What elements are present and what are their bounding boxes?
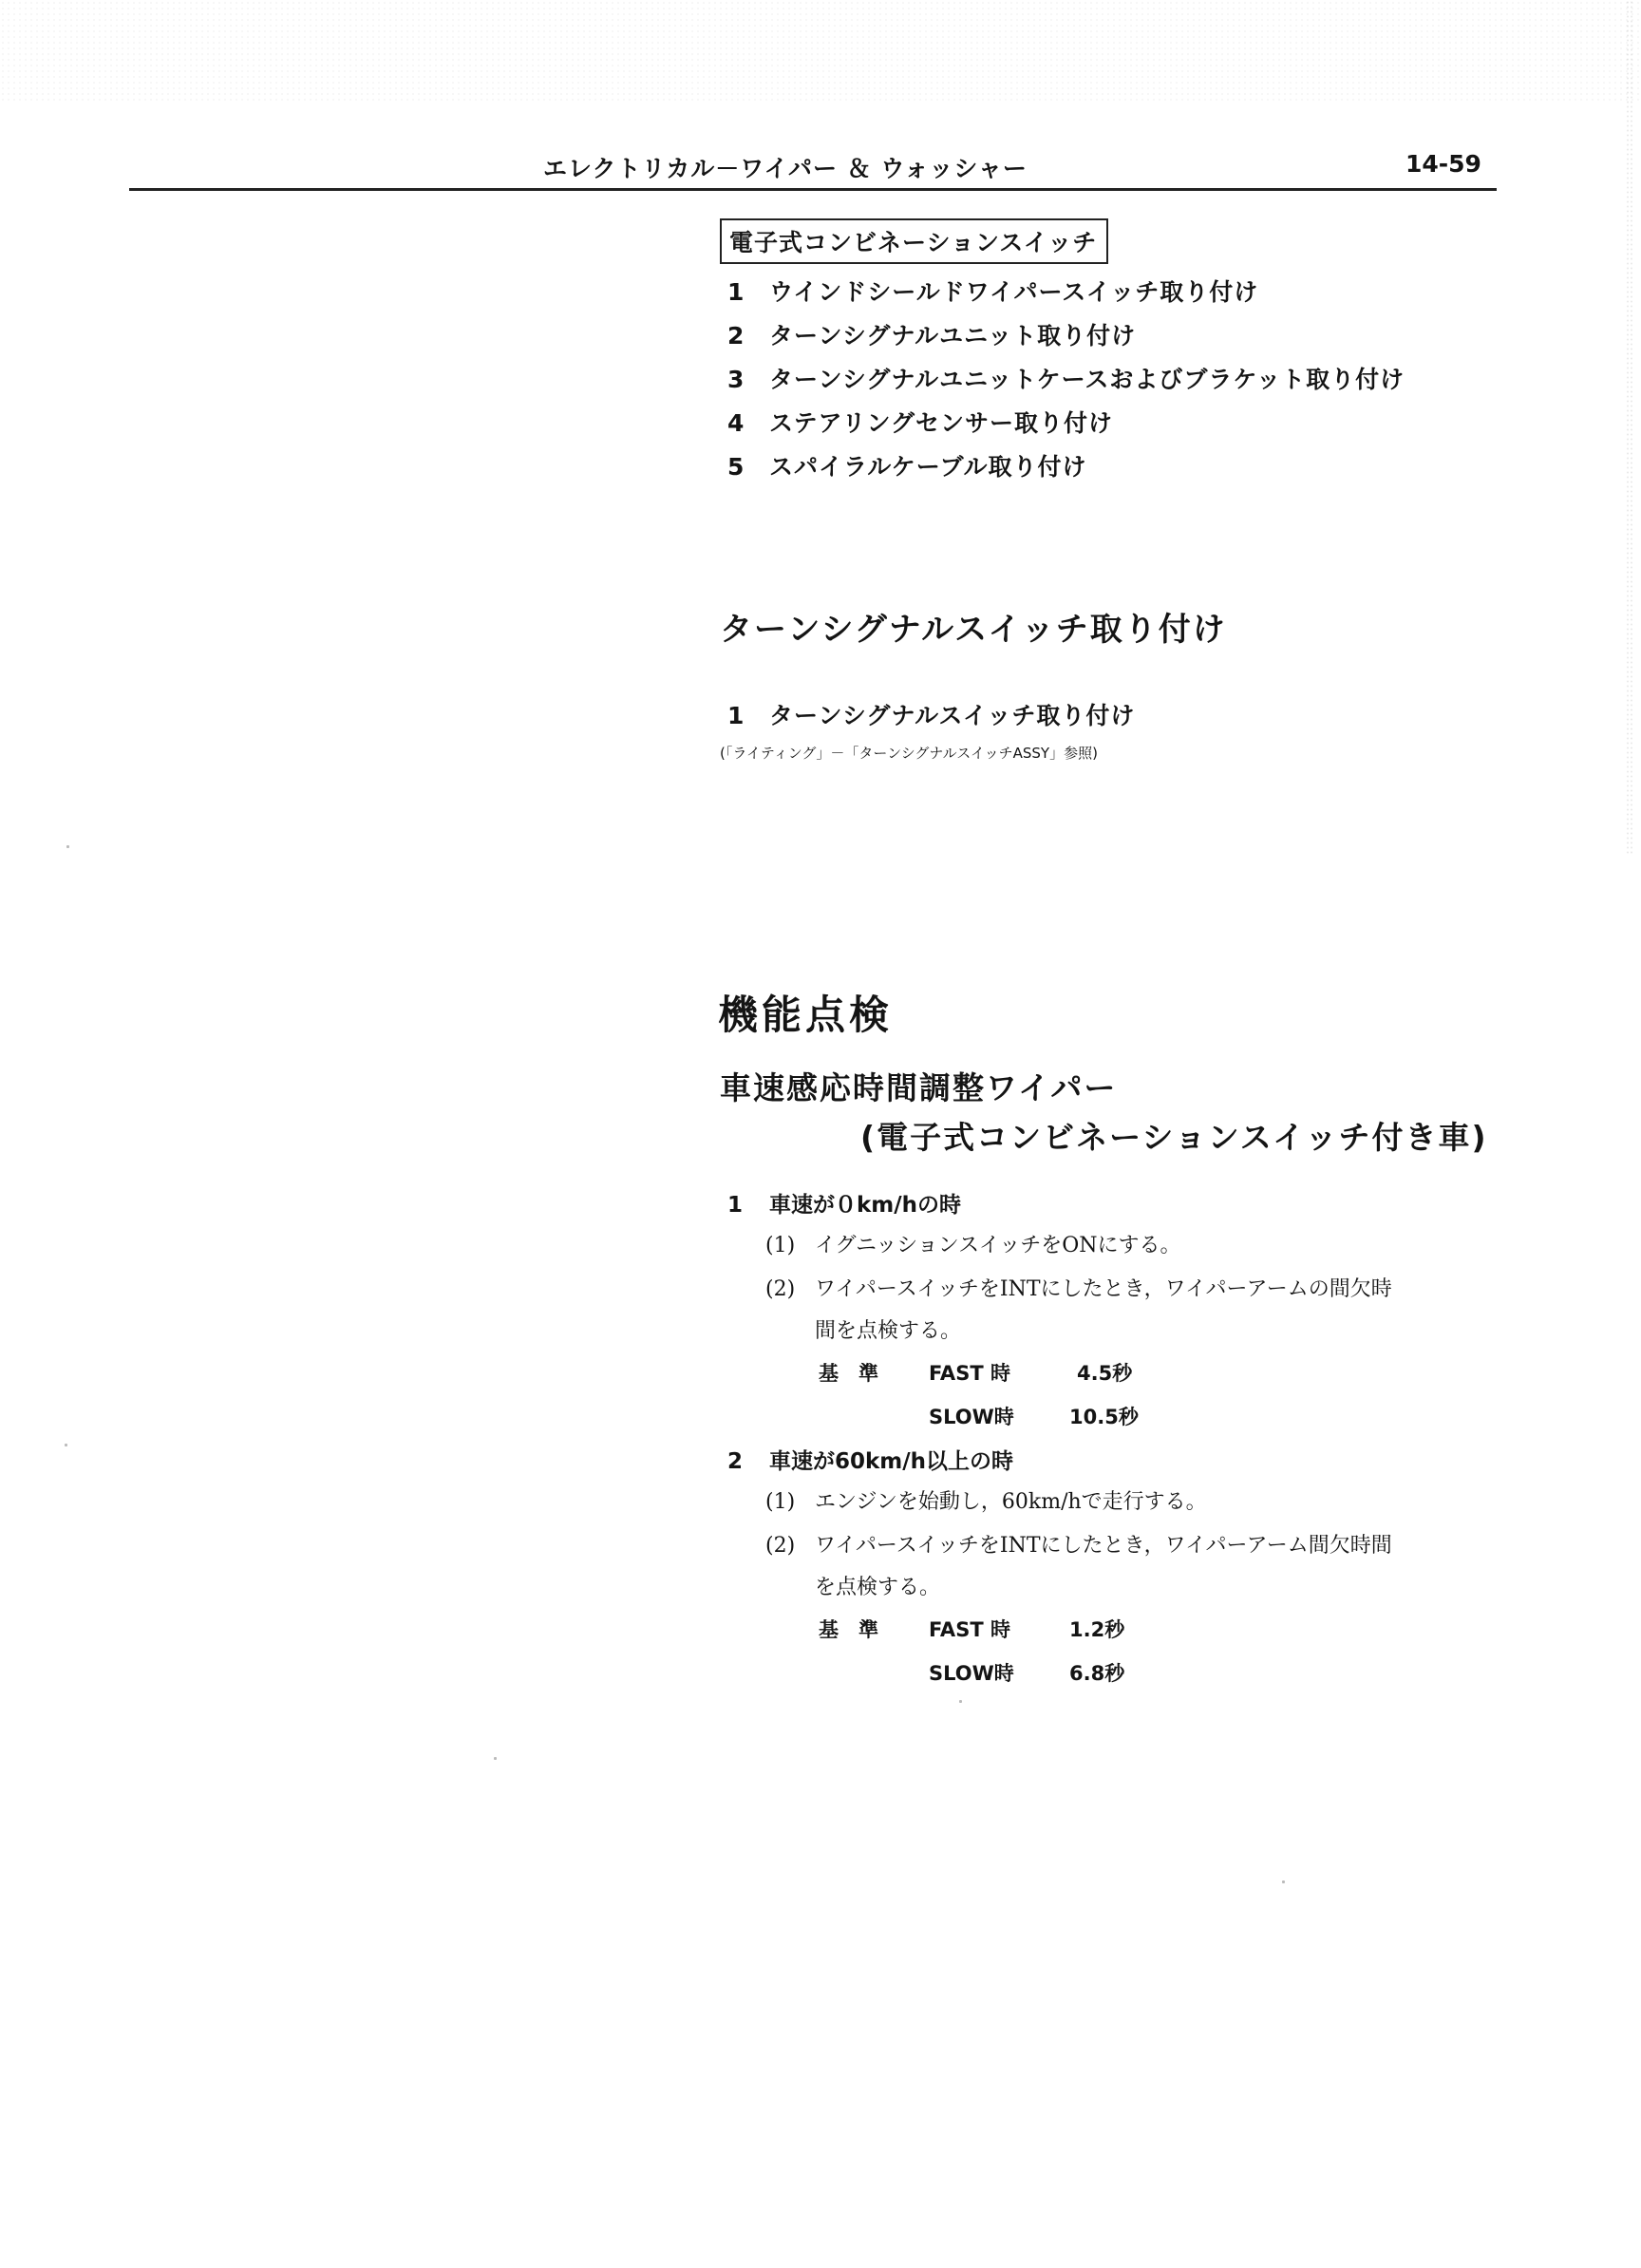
substep-text-continued: を点検する。 [815, 1576, 941, 1599]
list-item [727, 317, 1136, 351]
section-title: エレクトリカル－ワイパー ＆ ウォッシャー [543, 155, 1028, 182]
scan-speck [65, 1444, 67, 1446]
step-title: 車速が０km/hの時 [769, 1193, 962, 1218]
scan-speck [959, 1700, 962, 1703]
substep-text: ワイパースイッチをINTにしたとき，ワイパーアームの間欠時 [815, 1277, 1392, 1301]
step-1 [727, 1187, 961, 1219]
fast-label: FAST 時 [929, 1362, 1010, 1385]
wiper-subheading-line2: (電子式コンビネーションスイッチ付き車) [860, 1119, 1488, 1156]
list-item [727, 274, 1258, 308]
list-item [727, 448, 1087, 482]
list-item-text: スパイラルケーブル取り付け [769, 453, 1087, 481]
substep [765, 1529, 1392, 1559]
step-number: 1 [727, 1193, 744, 1218]
list-item [727, 361, 1405, 395]
substep-number: (2) [765, 1534, 796, 1558]
spec-label: 基 準 [819, 1618, 878, 1641]
scan-speck [494, 1757, 497, 1760]
list-item-number: 1 [727, 702, 745, 729]
substep-text: イグニッションスイッチをONにする。 [815, 1234, 1181, 1257]
substep-text: ワイパースイッチをINTにしたとき，ワイパーアーム間欠時間 [815, 1534, 1392, 1558]
step-title: 車速が60km/h以上の時 [769, 1449, 1014, 1474]
slow-label: SLOW時 [929, 1662, 1014, 1685]
list-item-number: 2 [727, 322, 745, 350]
reference-note: (「ライティング」－「ターンシグナルスイッチASSY」参照) [720, 745, 1098, 762]
slow-label: SLOW時 [929, 1406, 1014, 1428]
list-item-text: ターンシグナルスイッチ取り付け [769, 702, 1136, 729]
substep [765, 1485, 1207, 1515]
scan-speck [66, 845, 69, 848]
substep-text: エンジンを始動し，60km/hで走行する。 [815, 1490, 1207, 1514]
fast-label: FAST 時 [929, 1618, 1010, 1641]
slow-value: 6.8秒 [1069, 1662, 1125, 1685]
list-item-number: 1 [727, 278, 745, 306]
turn-signal-heading: ターンシグナルスイッチ取り付け [720, 611, 1227, 649]
page-number: 14-59 [1405, 150, 1481, 178]
step-2 [727, 1444, 1013, 1475]
substep-number: (1) [765, 1490, 796, 1514]
list-item [727, 405, 1113, 439]
substep-number: (1) [765, 1234, 796, 1257]
list-item [727, 697, 1135, 731]
step-number: 2 [727, 1449, 744, 1474]
wiper-subheading-line1: 車速感応時間調整ワイパー [720, 1069, 1118, 1106]
list-item-text: ターンシグナルユニットケースおよびブラケット取り付け [769, 366, 1405, 393]
fast-value: 1.2秒 [1069, 1618, 1125, 1641]
list-item-text: ウインドシールドワイパースイッチ取り付け [769, 278, 1259, 306]
substep-number: (2) [765, 1277, 796, 1301]
combo-switch-box-label: 電子式コンビネーションスイッチ [720, 218, 1108, 264]
list-item-text: ステアリングセンサー取り付け [769, 409, 1114, 437]
header-rule [129, 188, 1497, 191]
scan-noise-right-edge [1626, 0, 1633, 855]
list-item-number: 5 [727, 453, 745, 481]
list-item-text: ターンシグナルユニット取り付け [769, 322, 1137, 350]
substep [765, 1229, 1181, 1258]
scan-noise-top [0, 0, 1641, 104]
substep-text-continued: 間を点検する。 [815, 1319, 962, 1343]
spec-label: 基 準 [819, 1362, 878, 1385]
function-check-heading: 機能点検 [718, 992, 894, 1038]
scan-speck [1282, 1881, 1285, 1883]
fast-value: 4.5秒 [1077, 1362, 1133, 1385]
list-item-number: 4 [727, 409, 745, 437]
substep [765, 1273, 1392, 1302]
slow-value: 10.5秒 [1069, 1406, 1139, 1428]
list-item-number: 3 [727, 366, 745, 393]
